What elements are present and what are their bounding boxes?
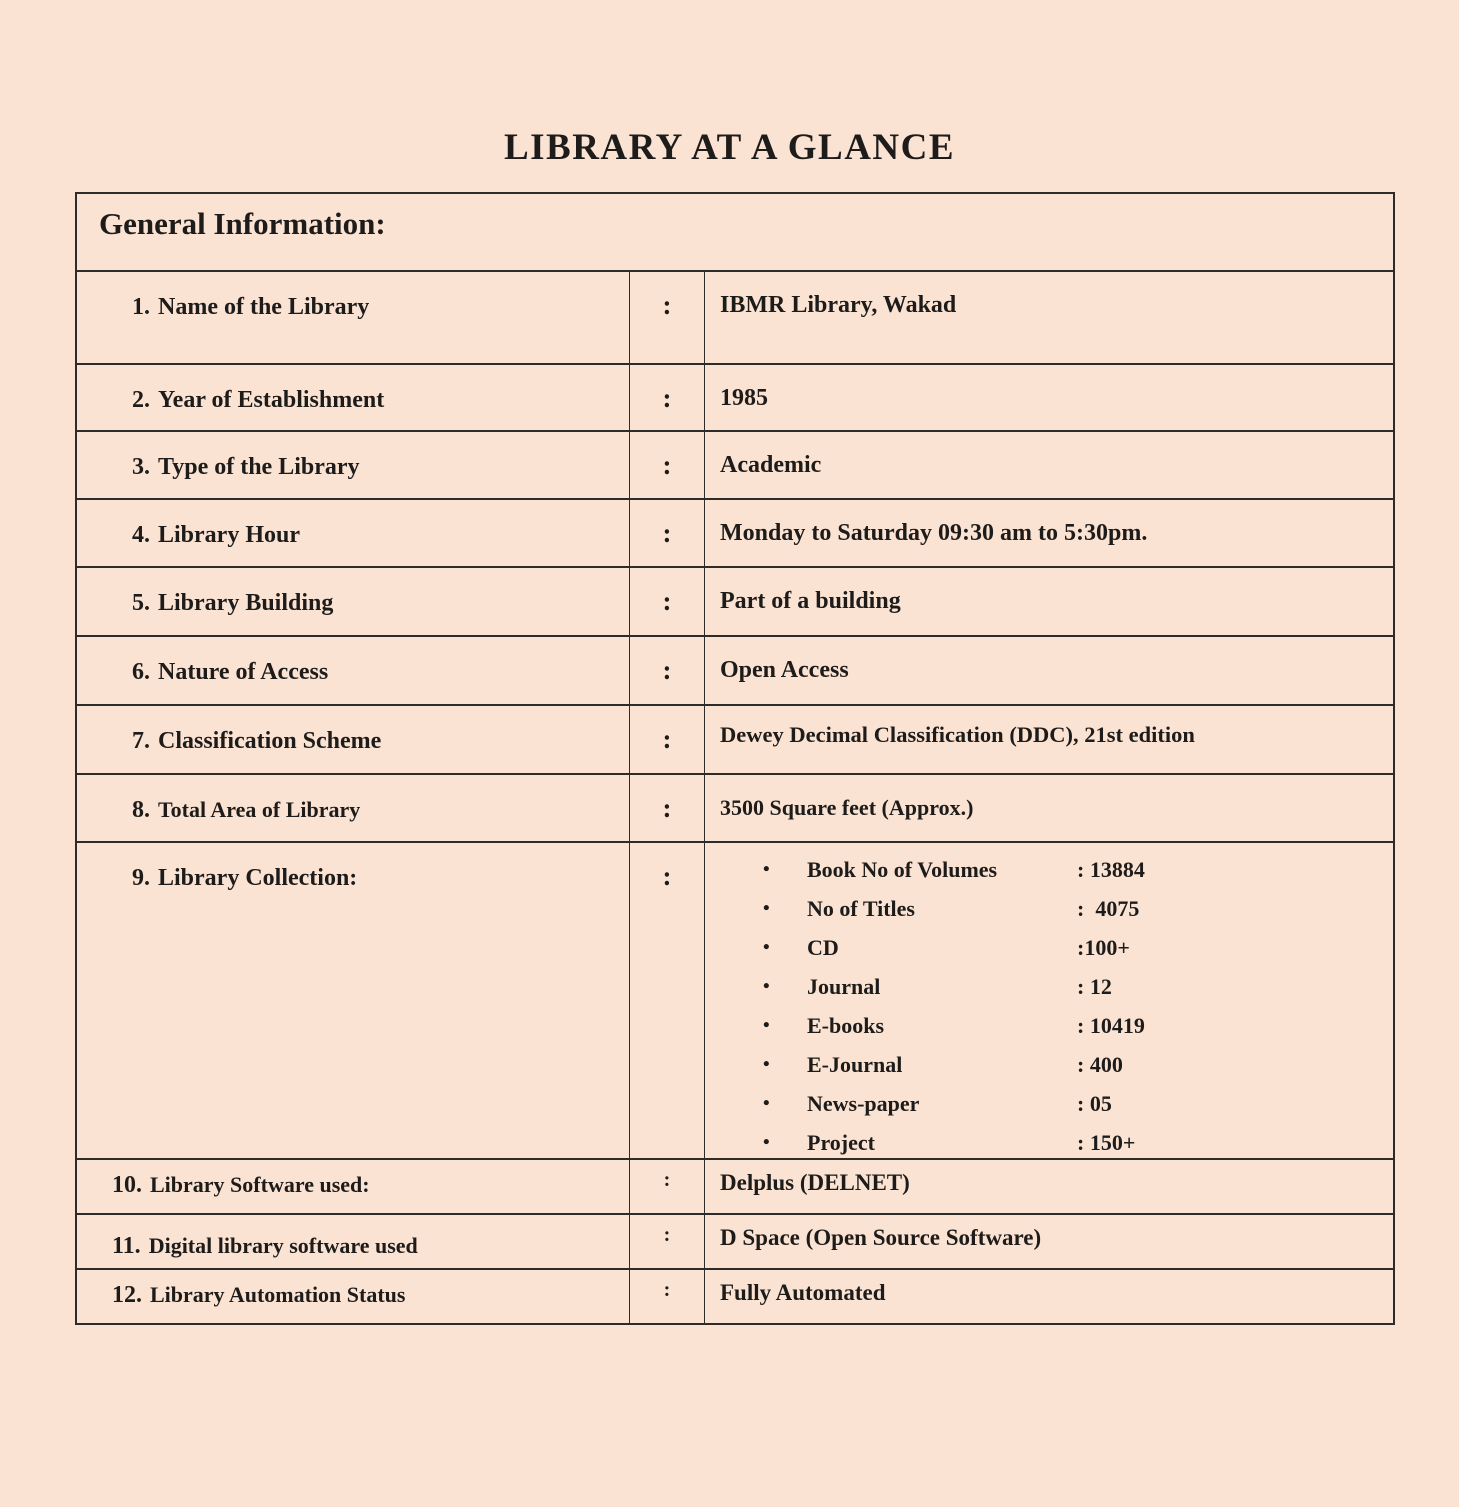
colon-separator: :: [629, 1160, 705, 1213]
row-label-cell: [77, 500, 629, 566]
bullet-icon: •: [763, 1132, 770, 1153]
bullet-icon: •: [763, 976, 770, 997]
collection-item-value: : 12: [1077, 974, 1112, 999]
colon-separator: :: [629, 706, 705, 773]
table-row-library-collection: [77, 843, 1393, 1160]
table-row-name-of-library: [77, 272, 1393, 365]
row-label-cell: [77, 706, 629, 773]
row-number: 11.: [112, 1233, 141, 1259]
row-number: 2.: [132, 387, 150, 413]
row-label: Digital library software used: [148, 1233, 418, 1258]
row-value: Delplus (DELNET): [720, 1170, 910, 1195]
bullet-icon: •: [763, 859, 770, 880]
row-label: Nature of Access: [158, 659, 329, 685]
row-label: Year of Establishment: [158, 387, 385, 413]
bullet-icon: •: [763, 1015, 770, 1036]
row-label-cell: [77, 637, 629, 704]
row-value: Dewey Decimal Classification (DDC), 21st edition: [720, 722, 1195, 747]
page-title: LIBRARY AT A GLANCE: [503, 127, 956, 168]
row-label-cell: [77, 775, 629, 841]
row-label-cell: [77, 365, 629, 430]
colon-separator: :: [629, 1270, 705, 1323]
row-label: Classification Scheme: [158, 728, 382, 754]
row-label-cell: [77, 1160, 629, 1213]
collection-item-value: : 400: [1077, 1052, 1123, 1077]
table-row-library-hour: [77, 500, 1393, 568]
collection-item-label: E-Journal: [807, 1052, 903, 1077]
row-value: Fully Automated: [720, 1280, 886, 1305]
bullet-icon: •: [763, 898, 770, 919]
row-label-cell: [77, 1215, 629, 1268]
row-number: 3.: [132, 454, 150, 480]
colon-separator: :: [629, 500, 705, 566]
table-header-row: [77, 194, 1393, 272]
collection-item-label: Project: [807, 1130, 875, 1155]
row-value: 3500 Square feet (Approx.): [720, 795, 974, 820]
list-item: [705, 974, 1393, 1013]
row-number: 7.: [132, 728, 150, 754]
list-item: [705, 1013, 1393, 1052]
collection-item-value: : 150+: [1077, 1130, 1136, 1155]
row-value: Part of a building: [720, 588, 901, 614]
row-value: Academic: [720, 452, 822, 478]
row-value: IBMR Library, Wakad: [720, 292, 957, 318]
row-label-cell: [77, 568, 629, 635]
row-label: Type of the Library: [158, 454, 360, 480]
colon-separator: :: [629, 775, 705, 841]
row-number: 12.: [112, 1282, 142, 1308]
row-number: 8.: [132, 797, 150, 823]
colon-separator: :: [629, 1215, 705, 1268]
general-information-table: [75, 192, 1395, 1325]
table-row-total-area: [77, 775, 1393, 843]
collection-item-value: : 05: [1077, 1091, 1112, 1116]
row-number: 9.: [132, 865, 150, 891]
collection-item-value: : 10419: [1077, 1013, 1145, 1038]
collection-item-label: News-paper: [807, 1091, 920, 1116]
table-row-nature-of-access: [77, 637, 1393, 706]
row-label-cell: [77, 272, 629, 363]
table-row-year-of-establishment: [77, 365, 1393, 432]
row-number: 1.: [132, 294, 150, 320]
table-row-automation-status: [77, 1270, 1393, 1323]
row-label: Library Building: [158, 590, 334, 616]
row-label-cell: [77, 843, 629, 1158]
row-label: Total Area of Library: [158, 797, 361, 822]
colon-separator: :: [629, 365, 705, 430]
collection-item-value: : 4075: [1077, 896, 1140, 921]
table-row-digital-library-software: [77, 1215, 1393, 1270]
colon-separator: :: [629, 432, 705, 498]
row-value: Open Access: [720, 657, 849, 683]
bullet-icon: •: [763, 937, 770, 958]
list-item: [705, 857, 1393, 896]
list-item: [705, 896, 1393, 935]
row-number: 5.: [132, 590, 150, 616]
row-label: Library Automation Status: [150, 1282, 406, 1307]
table-row-library-building: [77, 568, 1393, 637]
collection-item-label: Journal: [807, 974, 881, 999]
row-label-cell: [77, 432, 629, 498]
colon-separator: :: [629, 637, 705, 704]
collection-item-value: : 13884: [1077, 857, 1145, 882]
table-row-type-of-library: [77, 432, 1393, 500]
collection-item-label: No of Titles: [807, 896, 915, 921]
row-label: Library Hour: [158, 522, 300, 548]
row-number: 10.: [112, 1172, 142, 1198]
row-label: Name of the Library: [158, 294, 370, 320]
row-value: D Space (Open Source Software): [720, 1225, 1042, 1250]
row-value: 1985: [720, 385, 768, 411]
collection-item-value: :100+: [1077, 935, 1130, 960]
table-row-library-software: [77, 1160, 1393, 1215]
row-label: Library Collection:: [158, 865, 358, 891]
row-number: 4.: [132, 522, 150, 548]
row-value: Monday to Saturday 09:30 am to 5:30pm.: [720, 520, 1148, 546]
row-label: Library Software used:: [150, 1172, 370, 1197]
collection-item-label: CD: [807, 935, 839, 960]
list-item: [705, 935, 1393, 974]
list-item: [705, 1052, 1393, 1091]
table-row-classification-scheme: [77, 706, 1393, 775]
collection-item-label: E-books: [807, 1013, 885, 1038]
bullet-icon: •: [763, 1054, 770, 1075]
table-header-label: General Information:: [99, 206, 386, 241]
collection-list: [705, 843, 1393, 1158]
colon-separator: :: [629, 568, 705, 635]
collection-item-label: Book No of Volumes: [807, 857, 1003, 882]
list-item: [705, 1091, 1393, 1130]
row-label-cell: [77, 1270, 629, 1323]
colon-separator: :: [629, 843, 705, 1158]
colon-separator: :: [629, 272, 705, 363]
bullet-icon: •: [763, 1093, 770, 1114]
row-number: 6.: [132, 659, 150, 685]
